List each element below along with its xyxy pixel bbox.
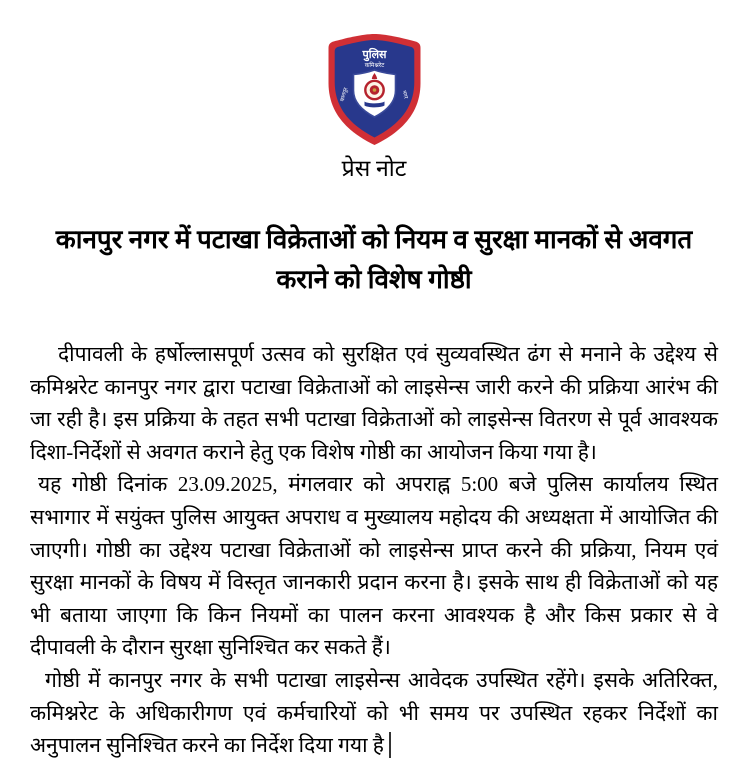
badge-text-commissionerate: कमिश्नरेट xyxy=(364,63,384,69)
press-note-label: प्रेस नोट xyxy=(341,156,407,181)
paragraph-closing-text: गोष्ठी में कानपुर नगर के सभी पटाखा लाइसेन्स आवेदक उपस्थित रहेंगे। इसके अतिरिक्त, कमिश्नरेट के अधिकारीगण एवं कर्मचारियों को भी समय पर उपस्थित रहकर निर्देशों का अनुपालन सुनिश्चित करने का निर्देश दिया गया है xyxy=(30,667,718,758)
police-logo xyxy=(0,0,748,146)
page-title-line-1: कानपुर नगर में पटाखा विक्रेताओं को नियम व सुरक्षा मानकों से अवगत xyxy=(55,225,693,254)
page-title xyxy=(40,220,708,300)
police-commissionerate-badge-icon xyxy=(324,33,425,146)
badge-side-text-right: नगर xyxy=(399,89,409,100)
text-cursor xyxy=(389,732,391,758)
paragraph-intro: दीपावली के हर्षोल्लासपूर्ण उत्सव को सुरक्षित एवं सुव्यवस्थित ढंग से मनाने के उद्देश्य से कमिश्नरेट कानपुर नगर द्वारा पटाखा विक्रेताओं को लाइसेन्स जारी करने की प्रक्रिया आरंभ की जा रही है। इस प्रक्रिया के तहत सभी पटाखा विक्रेताओं को लाइसेन्स वितरण से पूर्व आवश्यक दिशा-निर्देशों से अवगत कराने हेतु एक विशेष गोष्ठी का आयोजन किया गया है। xyxy=(30,342,718,464)
page-title-line-2: कराने को विशेष गोष्ठी xyxy=(276,265,472,294)
badge-side-text-left: कानपुर xyxy=(339,87,349,103)
paragraph-details: यह गोष्ठी दिनांक 23.09.2025, मंगलवार को अपराह्न 5:00 बजे पुलिस कार्यालय स्थित सभागार में सयुंक्त पुलिस आयुक्त अपराध व मुख्यालय महोदय की अध्यक्षता में आयोजित की जाएगी। गोष्ठी का उद्देश्य पटाखा विक्रेताओं को लाइसेन्स प्राप्त करने की प्रक्रिया, नियम एवं सुरक्षा मानकों के विषय में विस्तृत जानकारी प्रदान करना है। इसके साथ ही विक्रेताओं को यह भी बताया जाएगा कि किन नियमों का पालन करना आवश्यक है और किस प्रकार से वे दीपावली के दौरान सुरक्षा सुनिश्चित कर सकते हैं। xyxy=(30,472,718,660)
badge-text-police: पुलिस xyxy=(362,49,386,61)
paragraph-closing xyxy=(30,664,718,762)
crest-core-dot xyxy=(372,88,376,92)
press-note-body xyxy=(30,338,718,762)
